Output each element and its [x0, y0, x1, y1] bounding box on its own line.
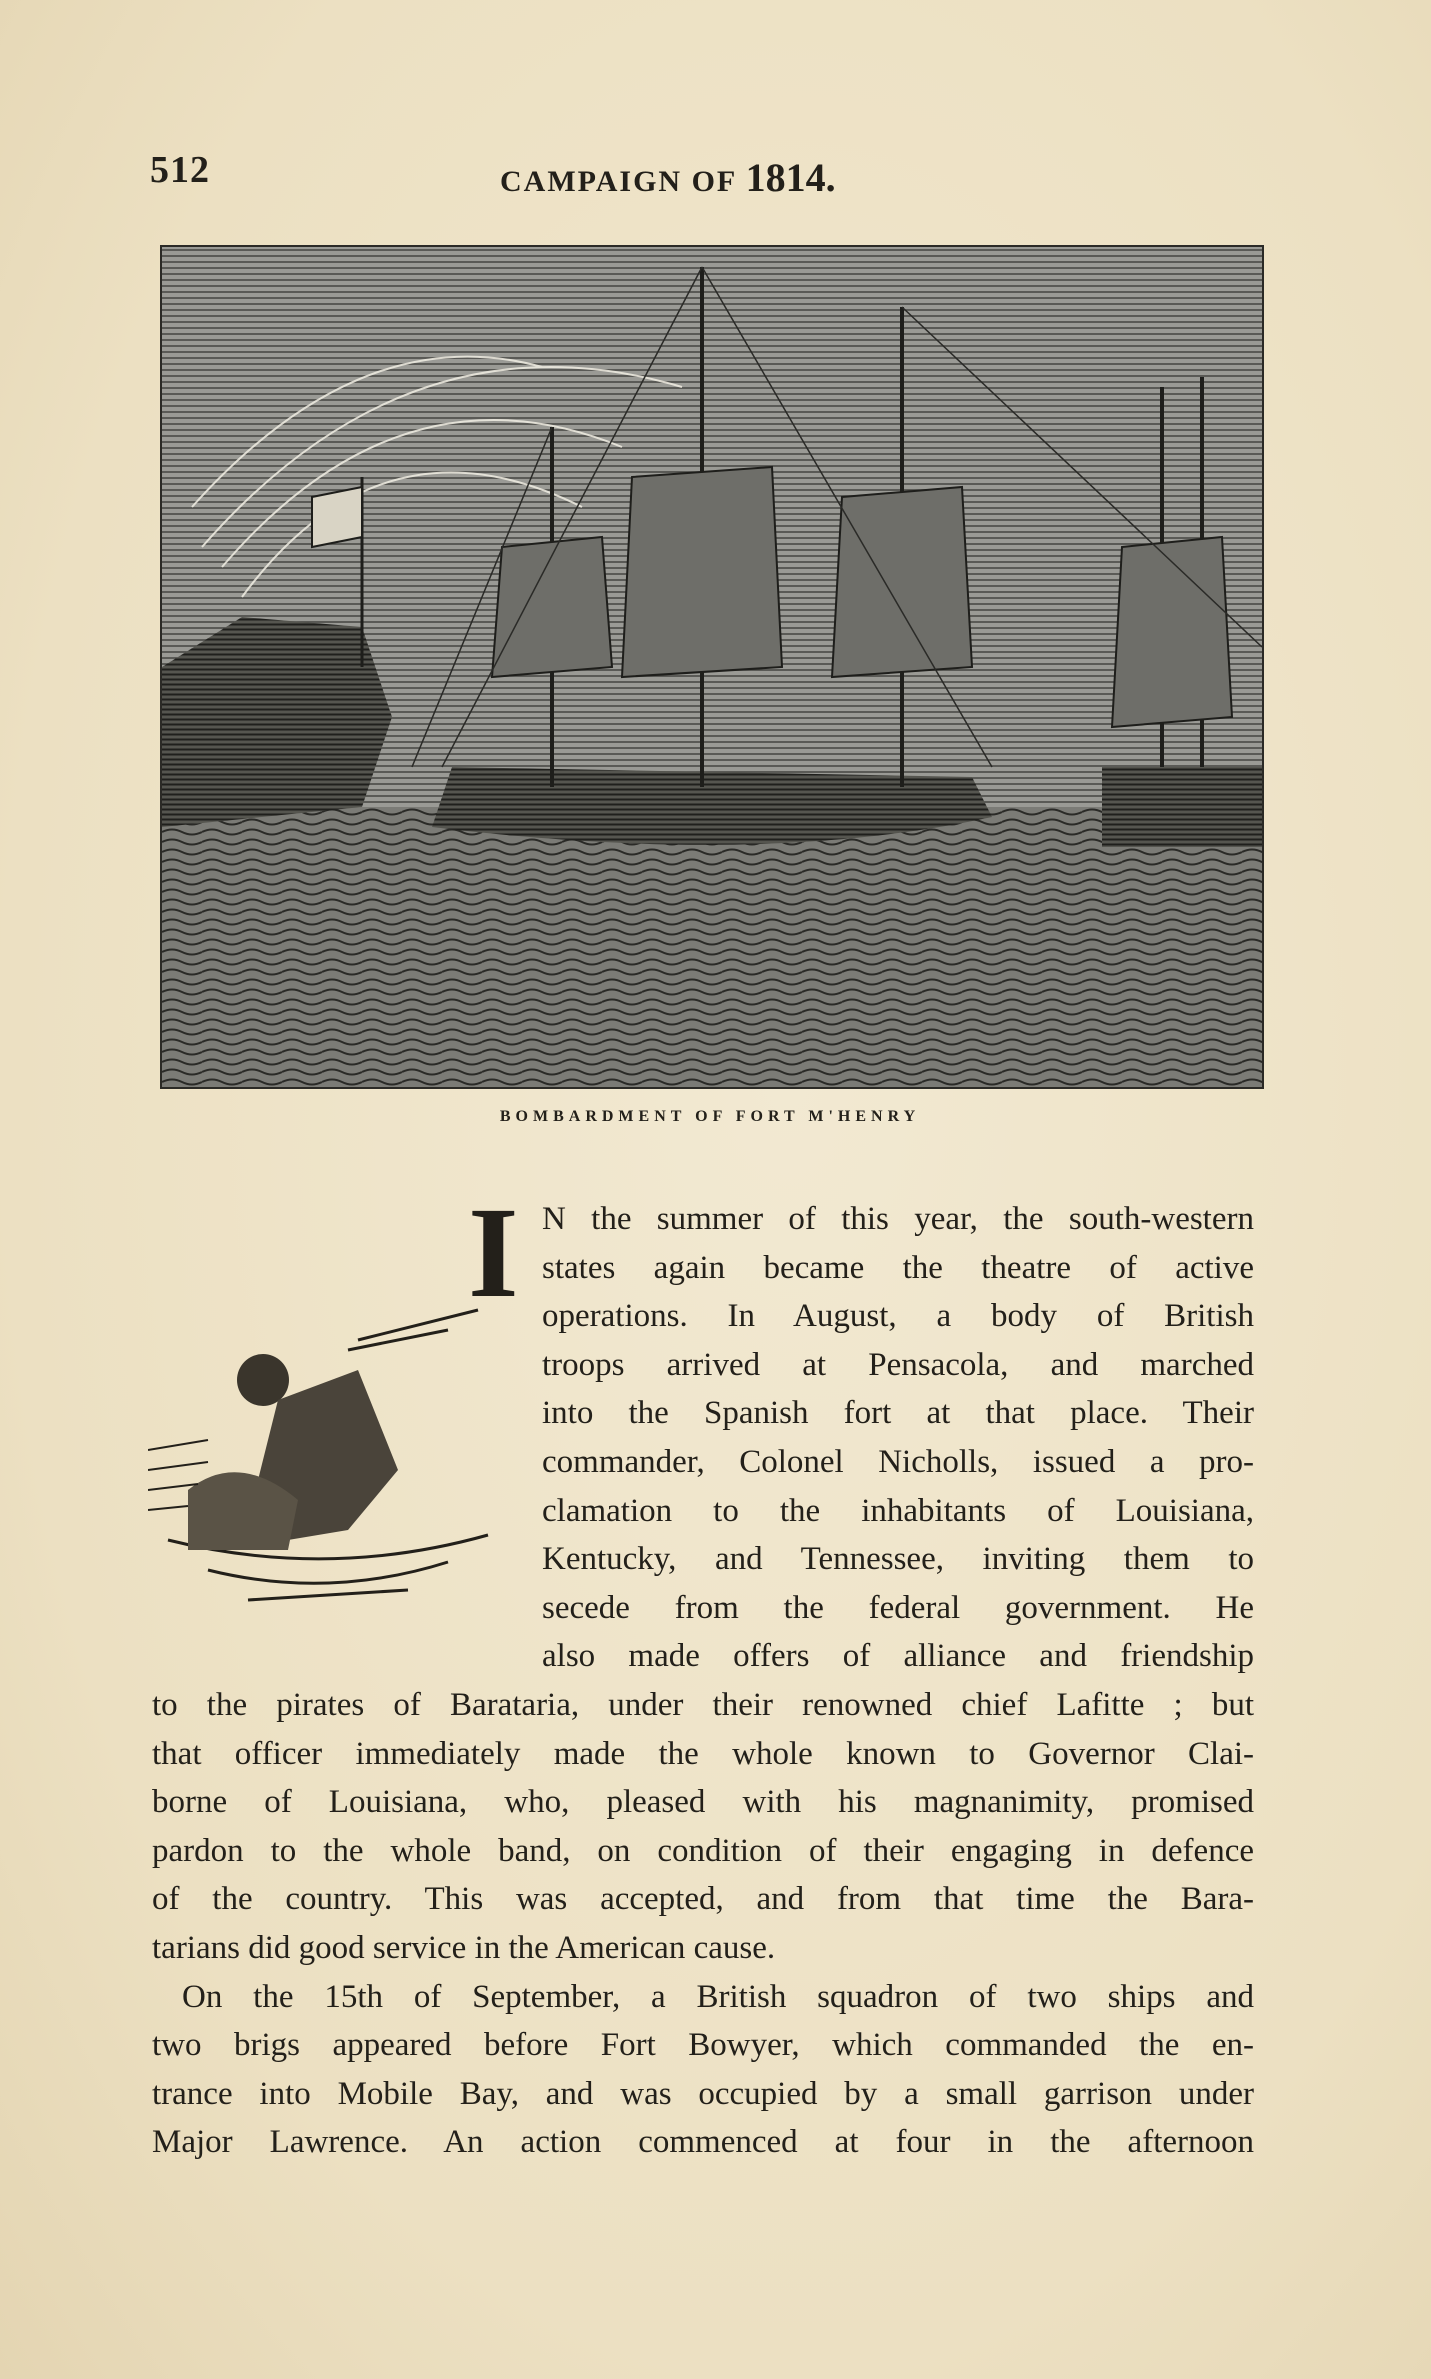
running-head-year: 1814.	[745, 155, 836, 200]
text-line: pardon to the whole band, on condition of their engaging in defence	[152, 1832, 1254, 1869]
page-number: 512	[150, 149, 210, 191]
text-line: tarians did good service in the American cause.	[152, 1929, 776, 1966]
narrow-text-column	[542, 1195, 1254, 1681]
text-line: to the pirates of Barataria, under their renowned chief Lafitte ; but	[152, 1687, 1254, 1723]
text-line: that officer immediately made the whole known to Governor Clai-	[152, 1735, 1254, 1772]
text-line: operations. In August, a body of British	[542, 1298, 1254, 1335]
text-line: troops arrived at Pensacola, and marched	[542, 1346, 1254, 1383]
vignette-artwork	[148, 1300, 518, 1630]
text-line: trance into Mobile Bay, and was occupied by a small garrison under	[152, 2075, 1254, 2112]
ship-engraving-illustration	[160, 245, 1264, 1089]
running-head	[500, 154, 836, 201]
full-width-text-column	[152, 1681, 1254, 2167]
text-line: borne of Louisiana, who, pleased with his magnanimity, promised	[152, 1784, 1254, 1821]
text-line: N the summer of this year, the south-western	[542, 1201, 1254, 1237]
text-line: Major Lawrence. An action commenced at four in the afternoon	[152, 2124, 1254, 2161]
text-line: clamation to the inhabitants of Louisiana,	[542, 1492, 1254, 1529]
text-line: secede from the federal government. He	[542, 1589, 1254, 1626]
text-line: states again became the theatre of active	[542, 1249, 1254, 1286]
kneeling-figure-vignette	[148, 1300, 518, 1630]
page-header	[150, 148, 1250, 208]
drop-cap: I	[468, 1181, 519, 1325]
text-line: commander, Colonel Nicholls, issued a pro-	[542, 1443, 1254, 1480]
engraving-artwork	[162, 247, 1262, 1087]
text-line: also made offers of alliance and friendship	[542, 1638, 1254, 1675]
text-line: of the country. This was accepted, and from that time the Bara-	[152, 1881, 1254, 1918]
illustration-caption: BOMBARDMENT OF FORT M'HENRY	[499, 1108, 921, 1125]
text-line: into the Spanish fort at that place. Their	[542, 1395, 1254, 1432]
text-line: On the 15th of September, a British squadron of two ships and	[182, 1978, 1254, 2015]
text-line: Kentucky, and Tennessee, inviting them to	[542, 1541, 1254, 1578]
text-line: two brigs appeared before Fort Bowyer, which commanded the en-	[152, 2027, 1254, 2064]
running-head-text: CAMPAIGN OF	[500, 165, 737, 198]
